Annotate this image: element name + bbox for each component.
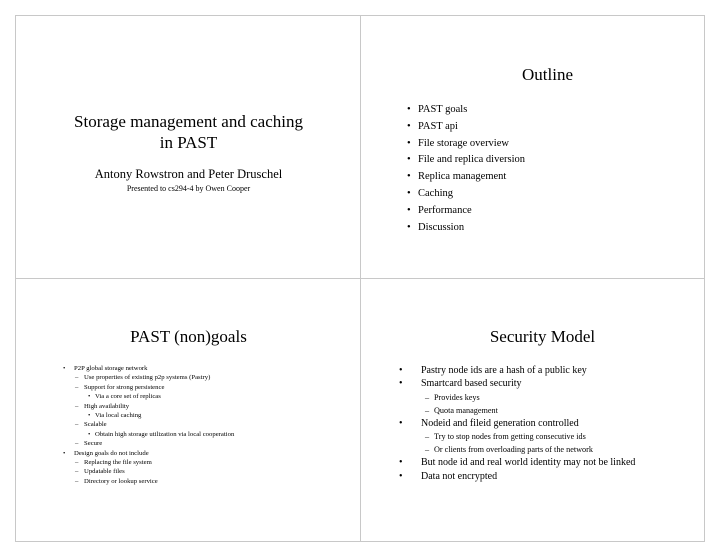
list-item: – Provides keys xyxy=(410,391,660,404)
list-item: – Support for strong persistence xyxy=(63,383,234,392)
slide-title-goals: PAST (non)goals xyxy=(130,327,247,346)
list-item: – High availability xyxy=(63,402,234,411)
list-item: – Or clients from overloading parts of the network xyxy=(410,443,660,456)
list-item: • Via local caching xyxy=(63,411,234,420)
presentation-title xyxy=(16,111,361,153)
list-item: • File storage overview xyxy=(407,136,525,153)
list-item: – Use properties of existing p2p systems (Pastry) xyxy=(63,373,234,382)
list-item: • Nodeid and fileid generation controlled xyxy=(410,417,660,430)
list-item: • Caching xyxy=(407,186,525,203)
list-item: • Discussion xyxy=(407,220,525,237)
slide-title xyxy=(15,15,361,279)
list-item: – Quota management xyxy=(410,404,660,417)
list-item: – Scalable xyxy=(63,420,234,429)
list-item: • PAST goals xyxy=(407,102,525,119)
presented-by: Presented to cs294-4 by Owen Cooper xyxy=(126,184,251,193)
slide-title-security: Security Model xyxy=(489,327,596,346)
slide-security xyxy=(360,278,705,542)
list-item: – Directory or lookup service xyxy=(63,477,234,486)
list-item: – Replacing the file system xyxy=(63,458,234,467)
list-item: • Via a core set of replicas xyxy=(63,392,234,401)
security-list xyxy=(410,364,660,483)
list-item: • But node id and real world identity may not be linked xyxy=(410,456,660,469)
list-item: – Updatable files xyxy=(63,467,234,476)
list-item: – Try to stop nodes from getting consecutive ids xyxy=(410,430,660,443)
list-item: • Design goals do not include xyxy=(63,449,234,458)
list-item: • Replica management xyxy=(407,169,525,186)
title-line-1: Storage management and caching xyxy=(74,112,303,131)
title-line-2: in PAST xyxy=(159,133,218,152)
slide-goals xyxy=(15,278,361,542)
list-item: • PAST api xyxy=(407,119,525,136)
list-item: • Performance xyxy=(407,203,525,220)
authors: Antony Rowstron and Peter Druschel xyxy=(94,167,283,181)
list-item: • Obtain high storage utilization via local cooperation xyxy=(63,430,234,439)
list-item: • Smartcard based security xyxy=(410,377,660,390)
outline-list xyxy=(407,102,525,236)
list-item: • Data not encrypted xyxy=(410,470,660,483)
list-item: • P2P global storage network xyxy=(63,364,234,373)
slide-outline xyxy=(360,15,705,279)
slide-title-outline: Outline xyxy=(522,65,573,84)
list-item: • File and replica diversion xyxy=(407,152,525,169)
list-item: – Secure xyxy=(63,439,234,448)
list-item: • Pastry node ids are a hash of a public key xyxy=(410,364,660,377)
goals-list xyxy=(63,364,234,486)
